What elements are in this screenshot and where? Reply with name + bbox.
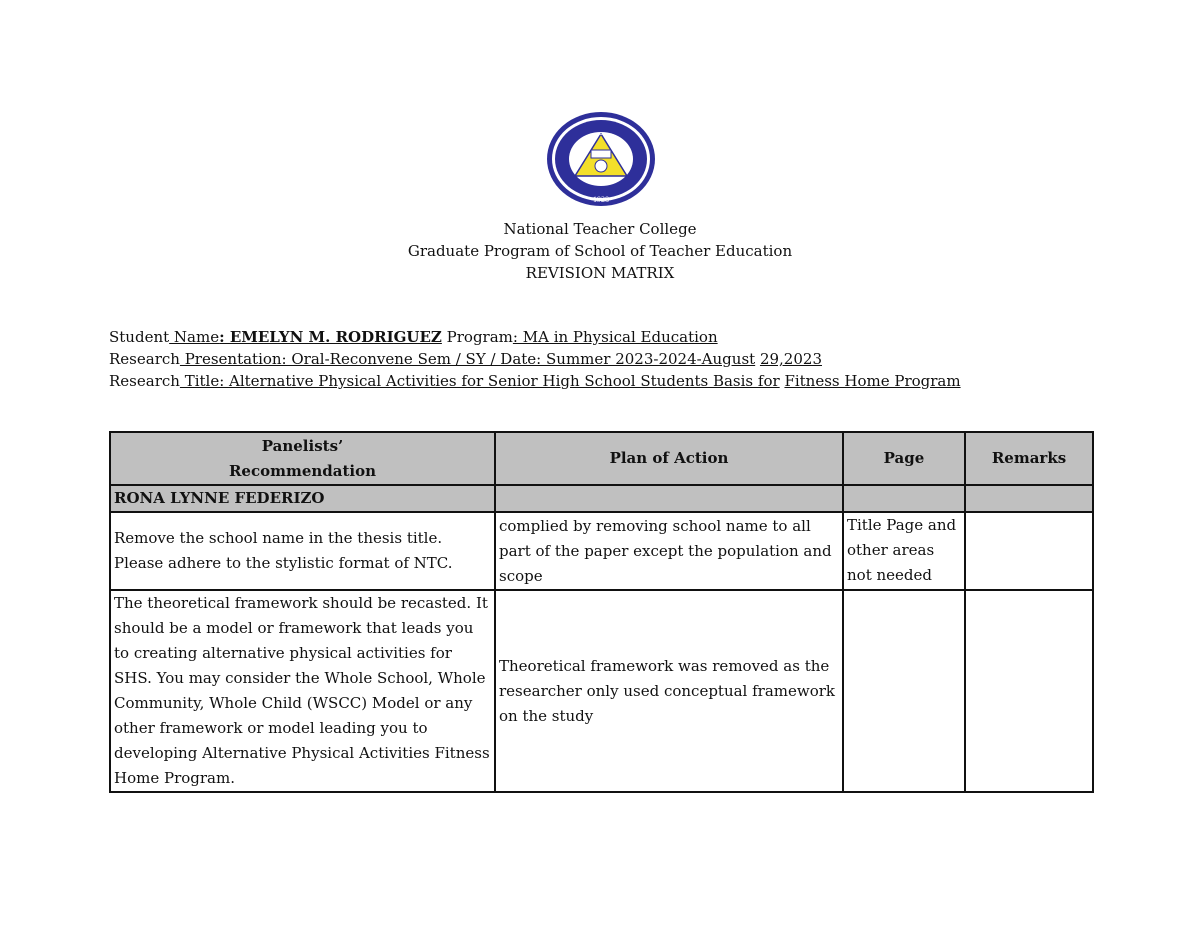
panelist-name: RONA LYNNE FEDERIZO [110,485,495,512]
header-recommendation: Panelists’ Recommendation [110,432,495,485]
remarks-cell [965,512,1093,590]
revision-matrix-table [109,431,1094,793]
header-page: Page [843,432,965,485]
panelist-group-row [110,485,1093,512]
table-row [110,512,1093,590]
remarks-cell [965,590,1093,792]
action-cell: complied by removing school name to all part of the paper except the population and scope [495,512,843,590]
program-value: : MA in Physical Education [512,328,718,346]
presentation-line: Research Presentation: Oral-Reconvene Sem / SY / Date: Summer 2023-2024-August 29,2023 [109,350,822,368]
recommendation-cell: Remove the school name in the thesis title. Please adhere to the stylistic format of NTC. [110,512,495,590]
page-cell [843,590,965,792]
document-header [0,218,1200,284]
page-cell: Title Page and other areas not needed [843,512,965,590]
table-row [110,590,1093,792]
college-name: National Teacher College [503,220,697,238]
header-remarks: Remarks [965,432,1093,485]
college-seal-logo [545,110,657,208]
student-name: : EMELYN M. RODRIGUEZ [219,328,442,346]
action-cell: Theoretical framework was removed as the researcher only used conceptual framework on the study [495,590,843,792]
document-title: REVISION MATRIX [525,264,675,282]
student-info [109,326,961,392]
student-line: Student Name: EMELYN M. RODRIGUEZ Program: MA in Physical Education [109,328,718,346]
recommendation-cell: The theoretical framework should be recasted. It should be a model or framework that leads you to creating alternative physical activities for SHS. You may consider the Whole School, Whole Community, Whole Child (WSCC) Model or any other framework or model leading you to developing Alternative Physical Activities Fitness Home Program. [110,590,495,792]
research-title-line: Research Title: Alternative Physical Activities for Senior High School Students Basis for Fitness Home Program [109,372,961,390]
header-plan-of-action: Plan of Action [495,432,843,485]
program-name: Graduate Program of School of Teacher Education [407,242,793,260]
table-header-row [110,432,1093,485]
svg-text:1928: 1928 [593,195,609,204]
